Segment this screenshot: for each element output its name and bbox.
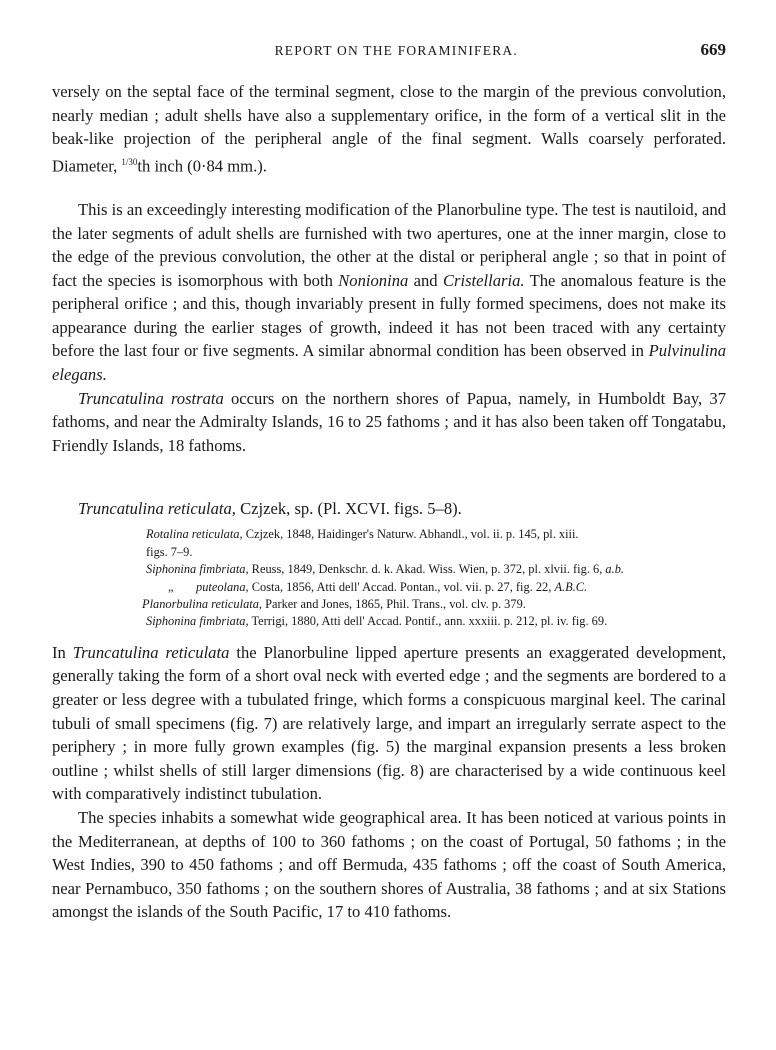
- paragraph-4-text-b: the Planorbuline lipped aperture presents an exaggerated development, generally taking the form of a short oval neck with everted edge ; and the segments are bordered to a greater or less degree with a tubulated fringe, which forms a conspicuous marginal keel. The carinal tubuli of small specimens (fig. 7) are relatively large, and impart an irregularly serrate aspect to the periphery ; in more fully grown examples (fig. 5) the marginal expansion presents a less broken outline ; whilst shells of still larger dimensions (fig. 8) are characterised by a wide continuous keel with comparatively indistinct tubulation.: [52, 642, 726, 804]
- paragraph-1-text-b: th inch (0·84 mm.).: [137, 156, 267, 176]
- synonymy-continuation: figs. 7–9.: [146, 544, 193, 559]
- synonymy-name: puteolana,: [196, 579, 249, 594]
- synonymy-reference: Parker and Jones, 1865, Phil. Trans., vol. clv. p. 379.: [262, 597, 526, 612]
- paragraph-2-text-b: and: [408, 270, 443, 290]
- species-truncatulina-rostrata: Truncatulina rostrata: [78, 388, 224, 408]
- synonymy-figure-letters: a.b.: [605, 562, 624, 577]
- spacer: [52, 457, 726, 497]
- synonymy-entry: [146, 579, 726, 596]
- synonymy-reference: Czjzek, 1848, Haidinger's Naturw. Abhandl., vol. ii. p. 145, pl. xiii.: [242, 527, 579, 542]
- paragraph-1: [52, 80, 726, 178]
- synonymy-figure-letters: A.B.C.: [554, 579, 588, 594]
- paragraph-5: [52, 806, 726, 924]
- paragraph-3: [52, 387, 726, 458]
- species-heading-author: Czjzek, sp. (Pl. XCVI. figs. 5–8).: [235, 499, 462, 519]
- synonymy-entry: [142, 596, 726, 613]
- paragraph-2-text-a: This is an exceedingly interesting modification of the Planorbuline type. The test is nautiloid, and the later segments of adult shells are furnished with two apertures, one at the inner margin, close to the edge of the previous convolution, the other at the distal or peripheral angle ; so that in point of fact the species is isomorphous with both: [52, 199, 726, 290]
- synonymy-list: [142, 526, 726, 630]
- synonymy-name: Siphonina fimbriata,: [146, 614, 249, 629]
- running-title: REPORT ON THE FORAMINIFERA.: [274, 43, 518, 58]
- paragraph-1-text-a: versely on the septal face of the terminal segment, close to the margin of the previous convolution, nearly median ; adult shells have also a supplementary orifice, in the form of a vertical slit in the beak-like projection of the peripheral angle of the final segment. Walls coarsely perforated. Diameter,: [52, 82, 726, 176]
- synonymy-entry: [146, 561, 726, 578]
- spacer: [52, 178, 726, 198]
- ditto-mark: „: [168, 579, 174, 594]
- species-heading: [78, 497, 726, 520]
- species-truncatulina-reticulata: Truncatulina reticulata: [72, 642, 230, 662]
- paragraph-2: [52, 198, 726, 387]
- page-number: 669: [700, 40, 726, 59]
- synonymy-name: Planorbulina reticulata,: [142, 597, 262, 612]
- synonymy-reference: Reuss, 1849, Denkschr. d. k. Akad. Wiss. Wien, p. 372, pl. xlvii. fig. 6,: [248, 562, 606, 577]
- paragraph-4: [52, 641, 726, 806]
- synonymy-entry: [146, 526, 726, 543]
- synonymy-entry: [146, 613, 726, 630]
- synonymy-name: Rotalina reticulata,: [146, 527, 243, 542]
- synonymy-name: Siphonina fimbriata,: [146, 562, 249, 577]
- genus-cristellaria: Cristellaria.: [442, 270, 525, 290]
- fraction: 1/30: [121, 156, 138, 167]
- page-header: [52, 40, 726, 66]
- paragraph-5-text: The species inhabits a somewhat wide geographical area. It has been noticed at various points in the Mediterranean, at depths of 100 to 360 fathoms ; on the coast of Portugal, 50 fathoms ; in the West Indies, 390 to 450 fathoms ; and off Bermuda, 435 fathoms ; off the coast of South America, near Pernambuco, 350 fathoms ; on the southern shores of Australia, 38 fathoms ; and at six Stations amongst the islands of the South Pacific, 17 to 410 fathoms.: [52, 808, 726, 922]
- paragraph-2-text-c: The anomalous feature is the peripheral orifice ; and this, though invariably present in fully formed specimens, does not make its appearance during the earlier stages of growth, indeed it has not been traced with any certainty before the last four or five segments. A similar abnormal condition has been observed in: [52, 270, 727, 361]
- synonymy-reference: Costa, 1856, Atti dell' Accad. Pontan., vol. vii. p. 27, fig. 22,: [248, 579, 555, 594]
- paragraph-3-text: occurs on the northern shores of Papua, namely, in Humboldt Bay, 37 fathoms, and near the Admiralty Islands, 16 to 25 fathoms ; and it has also been taken off Tongatabu, Friendly Islands, 18 fathoms.: [52, 388, 726, 455]
- synonymy-reference: Terrigi, 1880, Atti dell' Accad. Pontif., ann. xxxiii. p. 212, pl. iv. fig. 69.: [248, 614, 608, 629]
- species-pulvinulina-elegans: Pulvinulina elegans.: [52, 341, 726, 385]
- species-heading-name: Truncatulina reticulata,: [78, 499, 236, 519]
- genus-nonionina: Nonionina: [338, 270, 409, 290]
- paragraph-4-text-a: In: [52, 642, 73, 662]
